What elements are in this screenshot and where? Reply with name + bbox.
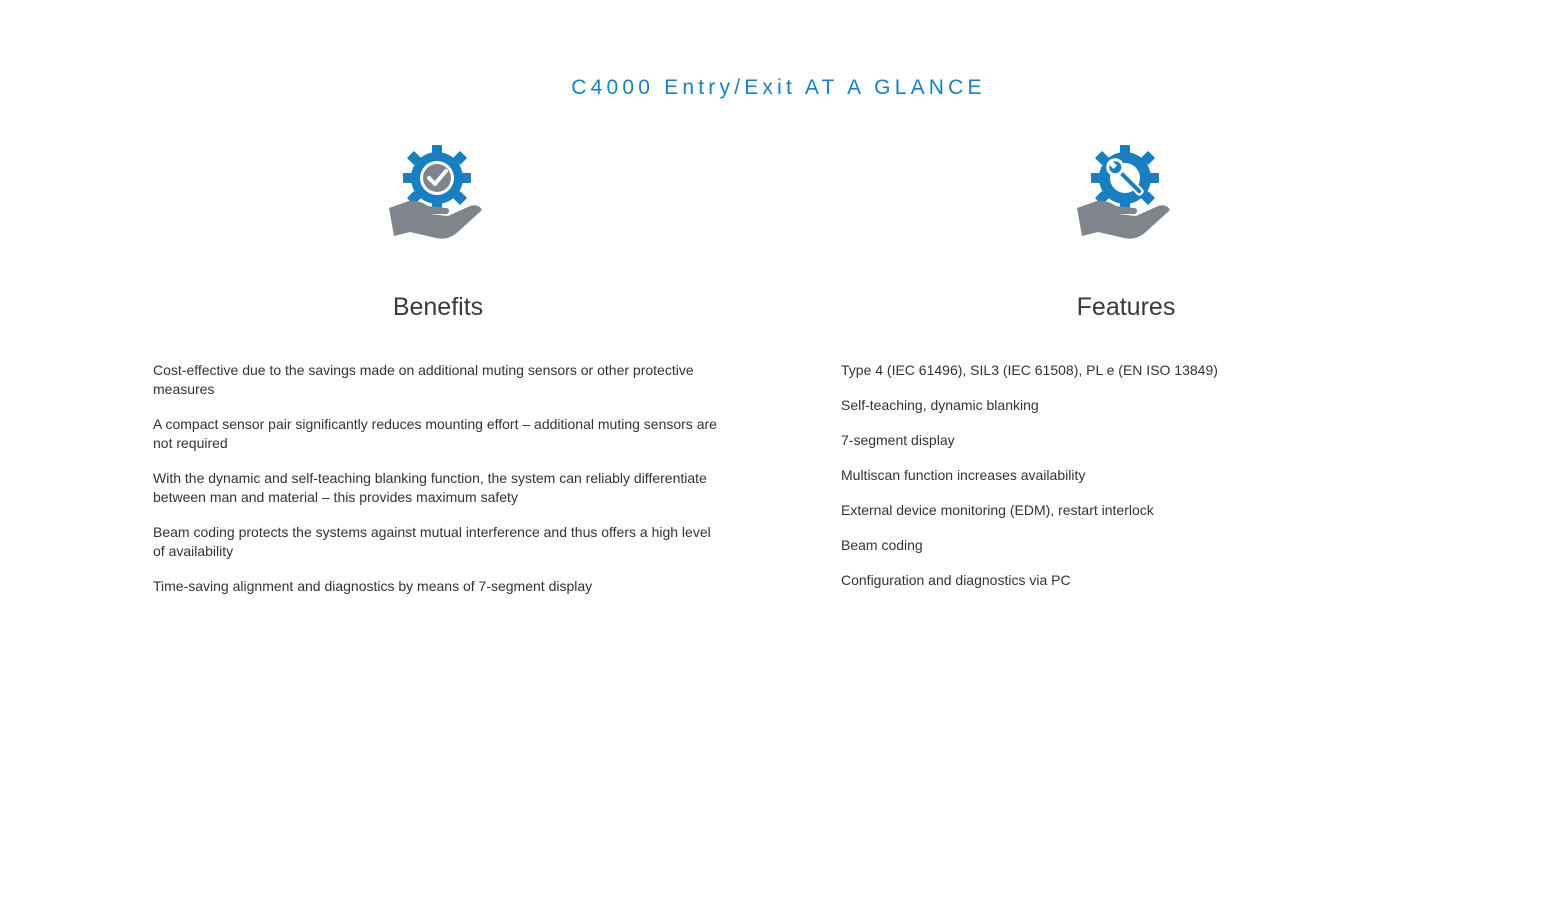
- benefits-list: [153, 361, 723, 596]
- list-item: Time-saving alignment and diagnostics by means of 7-segment display: [153, 578, 593, 594]
- page-title: C4000 Entry/Exit AT A GLANCE: [571, 76, 986, 99]
- features-section: [841, 140, 1411, 606]
- features-heading: Features: [1076, 293, 1176, 321]
- benefits-heading: Benefits: [392, 293, 484, 321]
- list-item: Multiscan function increases availability: [841, 467, 1086, 483]
- list-item: External device monitoring (EDM), restart interlock: [841, 502, 1154, 518]
- list-item: Configuration and diagnostics via PC: [841, 572, 1071, 588]
- gear-check-hand-icon: [388, 140, 488, 244]
- list-item: Self-teaching, dynamic blanking: [841, 397, 1039, 413]
- list-item: Beam coding: [841, 537, 923, 553]
- benefits-section: [153, 140, 723, 612]
- gear-wrench-hand-icon: [1076, 140, 1176, 244]
- list-item: A compact sensor pair significantly reduces mounting effort – additional muting sensors are not required: [153, 416, 717, 451]
- list-item: Type 4 (IEC 61496), SIL3 (IEC 61508), PL e (EN ISO 13849): [841, 362, 1218, 378]
- list-item: Cost-effective due to the savings made on additional muting sensors or other protective measures: [153, 362, 694, 397]
- features-list: [841, 361, 1411, 590]
- list-item: 7-segment display: [841, 432, 955, 448]
- list-item: Beam coding protects the systems against mutual interference and thus offers a high level of availability: [153, 524, 711, 559]
- list-item: With the dynamic and self-teaching blanking function, the system can reliably differentiate between man and material – this provides maximum safety: [153, 470, 707, 505]
